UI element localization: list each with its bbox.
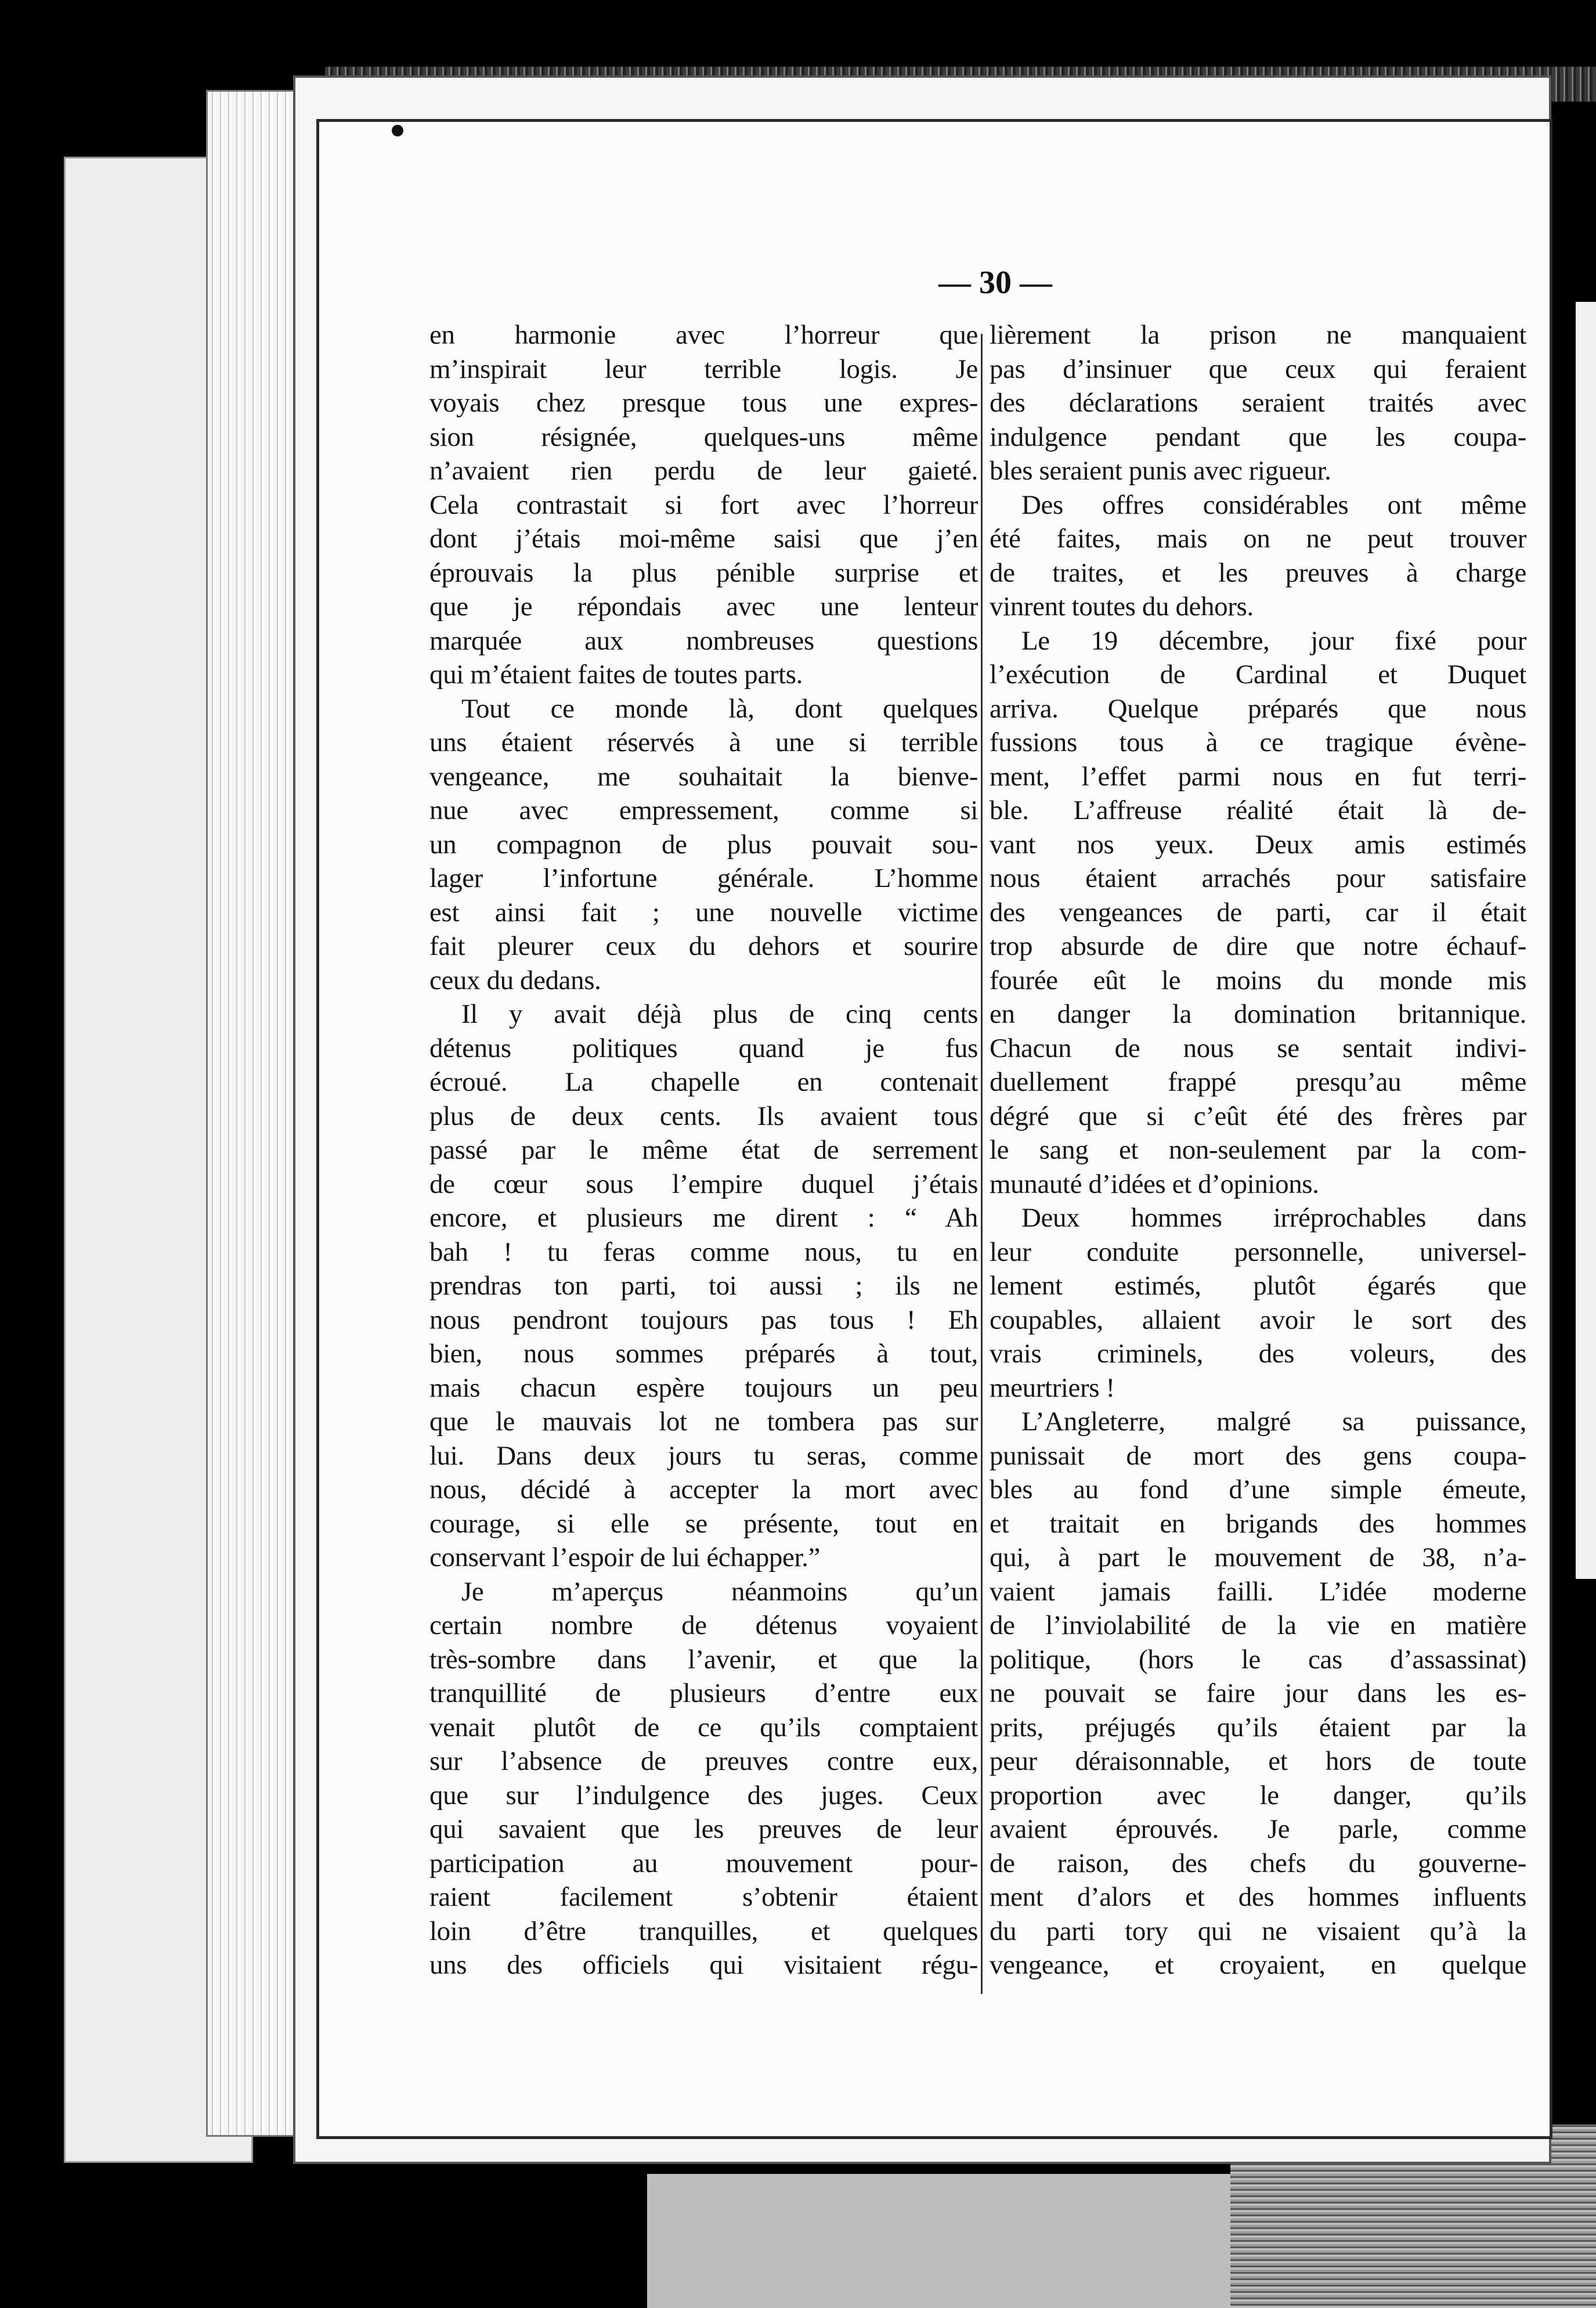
text-line: meurtriers !	[990, 1372, 1115, 1403]
text-line: vaient jamais failli. L’idée moderne	[990, 1576, 1526, 1607]
text-line: certain nombre de détenus voyaient	[429, 1610, 978, 1640]
text-line: en danger la domination britannique.	[990, 999, 1526, 1029]
text-line: plus de deux cents. Ils avaient tous	[429, 1101, 978, 1131]
text-line: voyais chez presque tous une expres-	[429, 388, 978, 418]
text-line: écroué. La chapelle en contenait	[429, 1067, 978, 1097]
text-line: dont j’étais moi-même saisi que j’en	[429, 524, 978, 554]
text-line: venait plutôt de ce qu’ils comptaient	[429, 1712, 978, 1743]
text-line: ne pouvait se faire jour dans les es-	[990, 1678, 1526, 1708]
text-line: été faites, mais on ne peut trouver	[990, 524, 1526, 554]
text-line: de raison, des chefs du gouverne-	[990, 1848, 1526, 1878]
text-line: des vengeances de parti, car il était	[990, 897, 1526, 928]
text-line: Cela contrastait si fort avec l’horreur	[429, 489, 978, 520]
text-line: trop absurde de dire que notre échauf-	[990, 931, 1526, 961]
text-line: passé par le même état de serrement	[429, 1135, 978, 1165]
text-line: sion résignée, quelques-uns même	[429, 421, 978, 452]
text-line: nue avec empressement, comme si	[429, 795, 978, 825]
text-line: et traitait en brigands des hommes	[990, 1508, 1526, 1539]
text-line: lui. Dans deux jours tu seras, comme	[429, 1440, 978, 1471]
text-line: Il y avait déjà plus de cinq cents	[461, 999, 978, 1029]
text-line: bles seraient punis avec rigueur.	[990, 456, 1331, 486]
text-line: peur déraisonnable, et hors de toute	[990, 1746, 1526, 1776]
text-line: que je répondais avec une lenteur	[429, 592, 978, 622]
text-line: Le 19 décembre, jour fixé pour	[1021, 625, 1526, 656]
text-line: qui savaient que les preuves de leur	[429, 1814, 978, 1844]
text-line: que sur l’indulgence des juges. Ceux	[429, 1780, 978, 1811]
text-column-left	[429, 318, 978, 1982]
text-line: bah ! tu feras comme nous, tu en	[429, 1236, 978, 1267]
text-line: vinrent toutes du dehors.	[990, 592, 1254, 622]
text-line: arriva. Quelque préparés que nous	[990, 693, 1526, 724]
text-line: proportion avec le danger, qu’ils	[990, 1780, 1526, 1811]
text-line: Je m’aperçus néanmoins qu’un	[461, 1576, 978, 1607]
text-line: courage, si elle se présente, tout en	[429, 1508, 978, 1539]
text-line: sur l’absence de preuves contre eux,	[429, 1746, 978, 1776]
text-line: pas d’insinuer que ceux qui feraient	[990, 354, 1526, 384]
text-line: avaient éprouvés. Je parle, comme	[990, 1814, 1526, 1844]
text-line: nous, décidé à accepter la mort avec	[429, 1474, 978, 1505]
text-line: le sang et non-seulement par la com-	[990, 1135, 1526, 1165]
text-line: est ainsi fait ; une nouvelle victime	[429, 897, 978, 928]
text-line: loin d’être tranquilles, et quelques	[429, 1916, 978, 1946]
text-line: uns des officiels qui visitaient régu-	[429, 1950, 978, 1980]
text-line: L’Angleterre, malgré sa puissance,	[1021, 1407, 1526, 1437]
text-line: nous pendront toujours pas tous ! Eh	[429, 1304, 978, 1335]
scan-right-edge	[1576, 302, 1596, 1579]
text-line: très-sombre dans l’avenir, et que la	[429, 1644, 978, 1675]
text-line: fourée eût le moins du monde mis	[990, 965, 1526, 996]
text-line: Deux hommes irréprochables dans	[1021, 1203, 1526, 1233]
text-line: vant nos yeux. Deux amis estimés	[990, 829, 1526, 860]
scan-bottom-surface	[647, 2174, 1233, 2308]
text-line: lement estimés, plutôt égarés que	[990, 1271, 1526, 1301]
page-number: — 30 —	[938, 265, 1052, 301]
text-line: coupables, allaient avoir le sort des	[990, 1304, 1526, 1335]
text-line: leur conduite personnelle, universel-	[990, 1236, 1526, 1267]
text-line: que le mauvais lot ne tombera pas sur	[429, 1407, 978, 1437]
text-line: fussions tous à ce tragique évène-	[990, 727, 1526, 758]
text-line: m’inspirait leur terrible logis. Je	[429, 354, 978, 384]
text-line: lager l’infortune générale. L’homme	[429, 863, 978, 893]
text-line: marquée aux nombreuses questions	[429, 625, 978, 656]
text-line: qui, à part le mouvement de 38, n’a-	[990, 1542, 1526, 1573]
text-line: participation au mouvement pour-	[429, 1848, 978, 1878]
text-line: ment, l’effet parmi nous en fut terri-	[990, 761, 1526, 792]
ink-spot	[392, 125, 403, 136]
text-line: bien, nous sommes préparés à tout,	[429, 1339, 978, 1369]
text-line: Des offres considérables ont même	[1021, 489, 1526, 520]
text-line: bles au fond d’une simple émeute,	[990, 1474, 1526, 1505]
text-line: vrais criminels, des voleurs, des	[990, 1339, 1526, 1369]
text-line: nous étaient arrachés pour satisfaire	[990, 863, 1526, 893]
text-line: du parti tory qui ne visaient qu’à la	[990, 1916, 1526, 1946]
text-line: un compagnon de plus pouvait sou-	[429, 829, 978, 860]
text-line: Chacun de nous se sentait indivi-	[990, 1033, 1526, 1063]
text-line: Tout ce monde là, dont quelques	[461, 693, 978, 724]
text-line: de cœur sous l’empire duquel j’étais	[429, 1169, 978, 1199]
text-line: duellement frappé presqu’au même	[990, 1067, 1526, 1097]
text-line: conservant l’espoir de lui échapper.”	[429, 1542, 820, 1573]
text-line: des déclarations seraient traités avec	[990, 388, 1526, 418]
text-line: vengeance, et croyaient, en quelque	[990, 1950, 1526, 1980]
text-line: de traites, et les preuves à charge	[990, 557, 1526, 588]
text-line: qui m’étaient faites de toutes parts.	[429, 659, 803, 690]
text-line: fait pleurer ceux du dehors et sourire	[429, 931, 978, 961]
text-line: ment d’alors et des hommes influents	[990, 1882, 1526, 1912]
text-line: dégré que si c’eût été des frères par	[990, 1101, 1526, 1131]
column-rule	[981, 334, 983, 1994]
text-line: vengeance, me souhaitait la bienve-	[429, 761, 978, 792]
text-line: indulgence pendant que les coupa-	[990, 421, 1526, 452]
text-line: détenus politiques quand je fus	[429, 1033, 978, 1063]
text-line: munauté d’idées et d’opinions.	[990, 1169, 1319, 1199]
text-line: tranquillité de plusieurs d’entre eux	[429, 1678, 978, 1708]
text-line: prits, préjugés qu’ils étaient par la	[990, 1712, 1526, 1743]
text-line: l’exécution de Cardinal et Duquet	[990, 659, 1526, 690]
text-line: éprouvais la plus pénible surprise et	[429, 557, 978, 588]
text-line: lièrement la prison ne manquaient	[990, 320, 1526, 350]
text-line: raient facilement s’obtenir étaient	[429, 1882, 978, 1912]
text-line: de l’inviolabilité de la vie en matière	[990, 1610, 1526, 1640]
text-line: n’avaient rien perdu de leur gaieté.	[429, 456, 978, 486]
text-line: en harmonie avec l’horreur que	[429, 320, 978, 350]
text-line: uns étaient réservés à une si terrible	[429, 727, 978, 758]
text-line: mais chacun espère toujours un peu	[429, 1372, 978, 1403]
text-line: punissait de mort des gens coupa-	[990, 1440, 1526, 1471]
text-column-right	[990, 318, 1526, 1982]
text-line: ble. L’affreuse réalité était là de-	[990, 795, 1526, 825]
text-line: ceux du dedans.	[429, 965, 601, 996]
text-line: encore, et plusieurs me dirent : “ Ah	[429, 1203, 978, 1233]
text-line: politique, (hors le cas d’assassinat)	[990, 1644, 1526, 1675]
text-line: prendras ton parti, toi aussi ; ils ne	[429, 1271, 978, 1301]
